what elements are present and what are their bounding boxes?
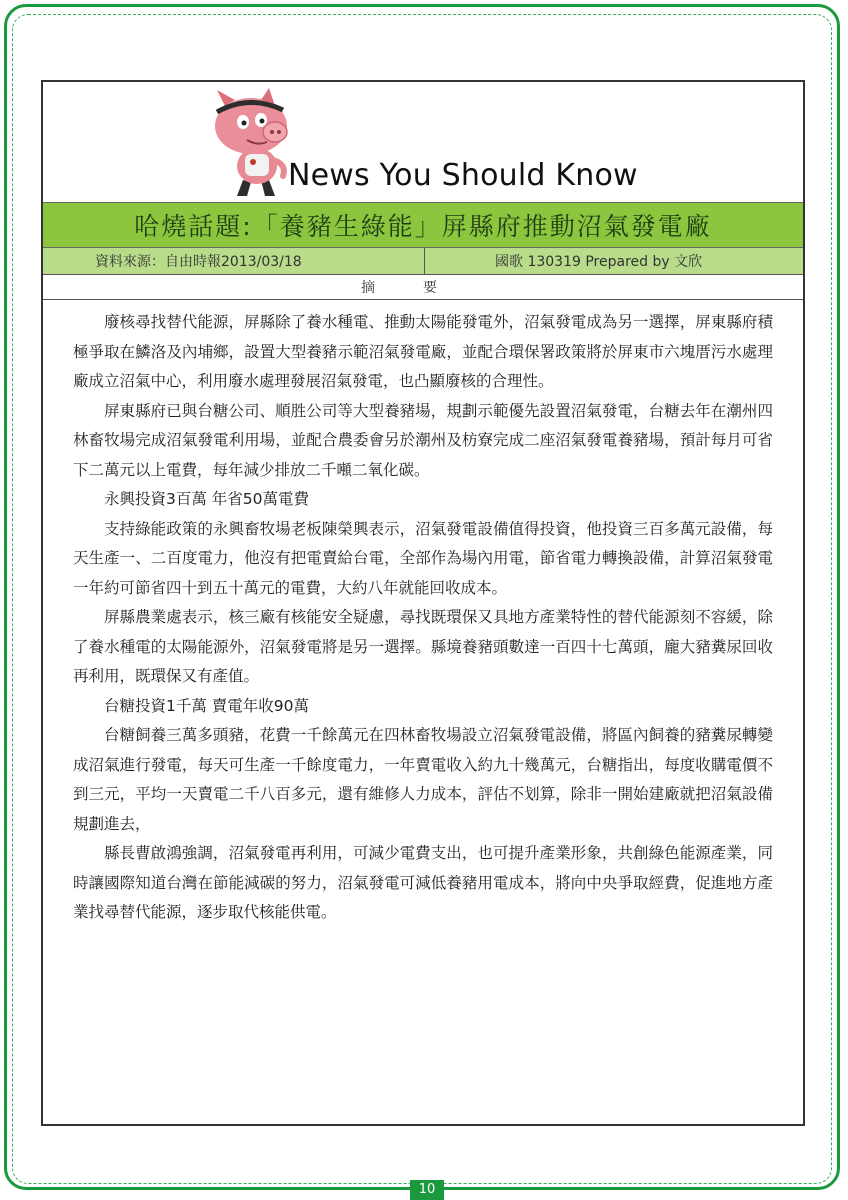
subheading: 台糖投資1千萬 賣電年收90萬 <box>104 696 310 715</box>
body-paragraph: 廢核尋找替代能源，屏縣除了養水種電、推動太陽能發電外，沼氣發電成為另一選擇，屏東縣府積極爭取在鱗洛及內埔鄉，設置大型養豬示範沼氣發電廠，並配合環保署政策將於屏東市六塊厝污水處理廠成立沼氣中心，利用廢水處理發展沼氣發電，也凸顯廢核的合理性。 <box>73 313 773 390</box>
abstract-label: 摘要 <box>361 280 485 296</box>
body-paragraph: 縣長曹啟鴻強調，沼氣發電再利用，可減少電費支出，也可提升產業形象，共創綠色能源產業，同時讓國際知道台灣在節能減碳的努力，沼氣發電可減低養豬用電成本，將向中央爭取經費，促進地方產業找尋替代能源，逐步取代核能供電。 <box>73 844 773 921</box>
page-number: 10 <box>410 1180 444 1200</box>
article-panel <box>41 80 805 1126</box>
subheading: 永興投資3百萬 年省50萬電費 <box>104 490 310 508</box>
body-paragraph: 台糖飼養三萬多頭豬，花費一千餘萬元在四林畜牧場設立沼氣發電設備，將區內飼養的豬糞尿轉變成沼氣進行發電，每天可生產一千餘度電力，一年賣電收入約九十幾萬元，台糖指出，每度收購電價不到三元，平均一天賣電二千八百多元，還有維修人力成本，評估不划算，除非一開始建廠就把沼氣設備規劃進去， <box>73 726 773 833</box>
article-body <box>43 300 803 928</box>
news-title: News You Should Know <box>288 158 638 193</box>
source-label: 資料來源：自由時報2013/03/18 <box>43 248 425 274</box>
abstract-heading <box>43 275 803 300</box>
article-title: 哈燒話題:「養豬生綠能」屏縣府推動沼氣發電廠 <box>43 202 803 248</box>
header-area <box>43 82 803 202</box>
meta-row <box>43 248 803 275</box>
prepared-by-label: 國歌 130319 Prepared by 文欣 <box>495 254 703 270</box>
body-paragraph: 屏縣農業處表示，核三廠有核能安全疑慮，尋找既環保又具地方產業特性的替代能源刻不容緩，除了養水種電的太陽能源外，沼氣發電將是另一選擇。縣境養豬頭數達一百四十七萬頭，龐大豬糞尿回收再利用，既環保又有產值。 <box>73 608 773 685</box>
body-paragraph: 支持綠能政策的永興畜牧場老板陳榮興表示，沼氣發電設備值得投資，他投資三百多萬元設備，每天生產一、二百度電力，他沒有把電賣給台電，全部作為場內用電，節省電力轉換設備，計算沼氣發電一年約可節省四十到五十萬元的電費，大約八年就能回收成本。 <box>73 519 773 597</box>
body-paragraph: 屏東縣府已與台糖公司、順胜公司等大型養豬場，規劃示範優先設置沼氣發電，台糖去年在潮州四林畜牧場完成沼氣發電利用場，並配合農委會另於潮州及枋寮完成二座沼氣發電養豬場，預計每月可省下二萬元以上電費，每年減少排放二千噸二氧化碳。 <box>73 401 773 479</box>
